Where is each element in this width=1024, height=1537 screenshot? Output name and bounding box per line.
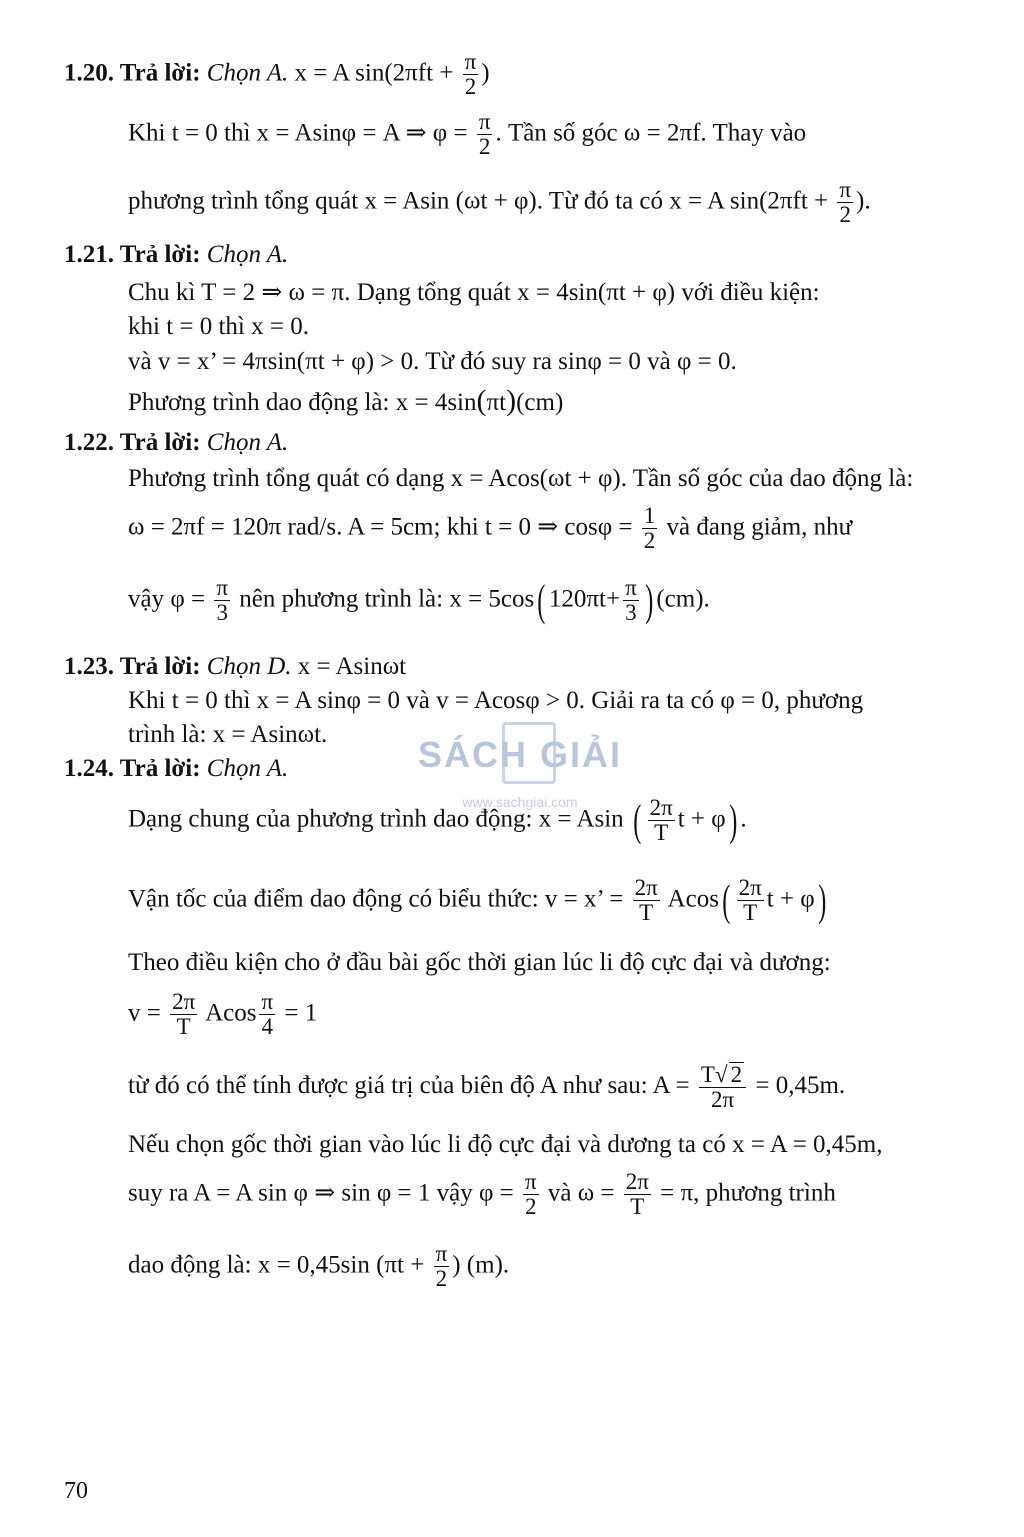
watermark-title: SÁCH GIẢI bbox=[417, 734, 622, 775]
fraction: $\frac{2\pi}{T}$ bbox=[649, 795, 673, 846]
answer-1-22-line-2: ω = 2πf = 120π rad/s. A = 5cm; khi t = 0 ⇒ cosφ = $\frac{1}{2}$ và đang giảm, như bbox=[128, 503, 853, 554]
answer-1-20-line-1: Khi t = 0 thì x = Asinφ = A ⇒ φ = $\frac{\pi}{2}$ . Tần số góc ω = 2πf. Thay vào bbox=[128, 109, 807, 160]
answer-1-20-line-2: phương trình tổng quát x = Asin (ωt + φ). Từ đó ta có x = A sin(2πft + $\frac{\pi}{2}$ ). bbox=[128, 177, 871, 228]
answer-number: 1.21. Trả lời: bbox=[64, 241, 201, 268]
answer-1-23-line-2: trình là: x = Asinωt. bbox=[128, 721, 328, 748]
answer-1-24-line-4: v = $\frac{2\pi}{T}$ Acos $\frac{\pi}{4}$ = 1 bbox=[128, 989, 318, 1040]
answer-number: 1.22. Trả lời: bbox=[64, 429, 201, 456]
answer-choice: Chọn A. bbox=[206, 755, 289, 782]
answer-choice: Chọn A. bbox=[206, 59, 289, 87]
fraction: $\frac{2\pi}{T}$ bbox=[738, 875, 762, 926]
answer-1-22-heading bbox=[64, 430, 288, 455]
fraction: $\frac{\pi}{3}$ bbox=[216, 575, 228, 626]
answer-1-22-line-3: vậy φ = $\frac{\pi}{3}$ nên phương trình là: x = 5cos( 120πt+ $\frac{\pi}{3}$ ) (cm). bbox=[128, 575, 710, 626]
fraction: $\frac{\pi}{2}$ bbox=[839, 177, 852, 228]
fraction: $\frac{\pi}{2}$ bbox=[464, 49, 477, 100]
watermark-url: www.sachgiai.com bbox=[462, 794, 578, 810]
answer-1-21-heading bbox=[64, 242, 288, 267]
answer-1-24-line-6: Nếu chọn gốc thời gian vào lúc li độ cực đại và dương ta có x = A = 0,45m, bbox=[128, 1131, 883, 1158]
fraction: $\frac{\pi}{2}$ bbox=[524, 1169, 537, 1220]
page-number: 70 bbox=[64, 1478, 88, 1504]
answer-1-24-line-1: Dạng chung của phương trình dao động: x = Asin ( $\frac{2\pi}{T}$ t + φ) . bbox=[128, 795, 747, 846]
answer-choice: Chọn A. bbox=[206, 241, 289, 268]
formula: x = A sin(2πft + bbox=[288, 59, 460, 87]
answer-number: 1.24. Trả lời: bbox=[64, 755, 201, 782]
fraction: $\frac{2\pi}{T}$ bbox=[634, 875, 658, 926]
answer-1-24-line-3: Theo điều kiện cho ở đầu bài gốc thời gian lúc li độ cực đại và dương: bbox=[128, 949, 831, 976]
answer-choice: Chọn A. bbox=[206, 429, 289, 456]
fraction: $\frac{\pi}{4}$ bbox=[261, 989, 274, 1040]
fraction: $\frac{\pi}{2}$ bbox=[478, 109, 491, 160]
answer-1-23-line-1: Khi t = 0 thì x = A sinφ = 0 và v = Acosφ > 0. Giải ra ta có φ = 0, phương bbox=[128, 687, 864, 714]
answer-1-23-heading: 1.23. Trả lời: Chọn D. x = Asinωt bbox=[64, 653, 407, 680]
answer-1-24-line-5: từ đó có thể tính được giá trị của biên độ A như sau: A = $\frac{T√ 2}{2\pi}$ = 0,45m. bbox=[128, 1062, 846, 1113]
fraction: $\frac{\pi}{2}$ bbox=[435, 1241, 448, 1292]
answer-1-24-line-8: dao động là: x = 0,45sin (πt + $\frac{\pi}{2}$ ) (m). bbox=[128, 1241, 510, 1292]
fraction: $\frac{\pi}{3}$ bbox=[625, 575, 637, 626]
fraction: $\frac{1}{2}$ bbox=[643, 503, 656, 554]
answer-1-21-line-4: Phương trình dao động là: x = 4sin(πt)(cm) bbox=[128, 384, 564, 417]
answer-1-21-line-3: và v = x’ = 4πsin(πt + φ) > 0. Từ đó suy ra sinφ = 0 và φ = 0. bbox=[128, 348, 737, 375]
answer-1-20-heading: 1.20. Trả lời: Chọn A. x = A sin(2πft + $\frac{\pi}{2}$ ) bbox=[64, 49, 490, 100]
answer-1-24-line-2: Vận tốc của điểm dao động có biểu thức: v = x’ = $\frac{2\pi}{T}$ Acos( $\frac{2\pi}{T}$ t + φ) bbox=[128, 875, 827, 926]
answer-number: 1.20. Trả lời: bbox=[64, 59, 201, 87]
fraction: $\frac{T√ 2}{2\pi}$ bbox=[699, 1062, 746, 1112]
answer-choice: Chọn D. bbox=[206, 653, 292, 680]
answer-1-24-heading bbox=[64, 756, 288, 781]
answer-1-21-line-1: Chu kì T = 2 ⇒ ω = π. Dạng tổng quát x = 4sin(πt + φ) với điều kiện: bbox=[128, 279, 820, 306]
answer-1-21-line-2: khi t = 0 thì x = 0. bbox=[128, 313, 309, 340]
answer-number: 1.23. Trả lời: bbox=[64, 653, 201, 680]
answer-1-22-line-1: Phương trình tổng quát có dạng x = Acos(ωt + φ). Tần số góc của dao động là: bbox=[128, 465, 914, 492]
answer-1-24-line-7: suy ra A = A sin φ ⇒ sin φ = 1 vậy φ = $\frac{\pi}{2}$ và ω = $\frac{2\pi}{T}$ = π, phương trình bbox=[128, 1169, 836, 1220]
fraction: $\frac{2\pi}{T}$ bbox=[172, 989, 196, 1040]
fraction: $\frac{2\pi}{T}$ bbox=[625, 1169, 649, 1220]
